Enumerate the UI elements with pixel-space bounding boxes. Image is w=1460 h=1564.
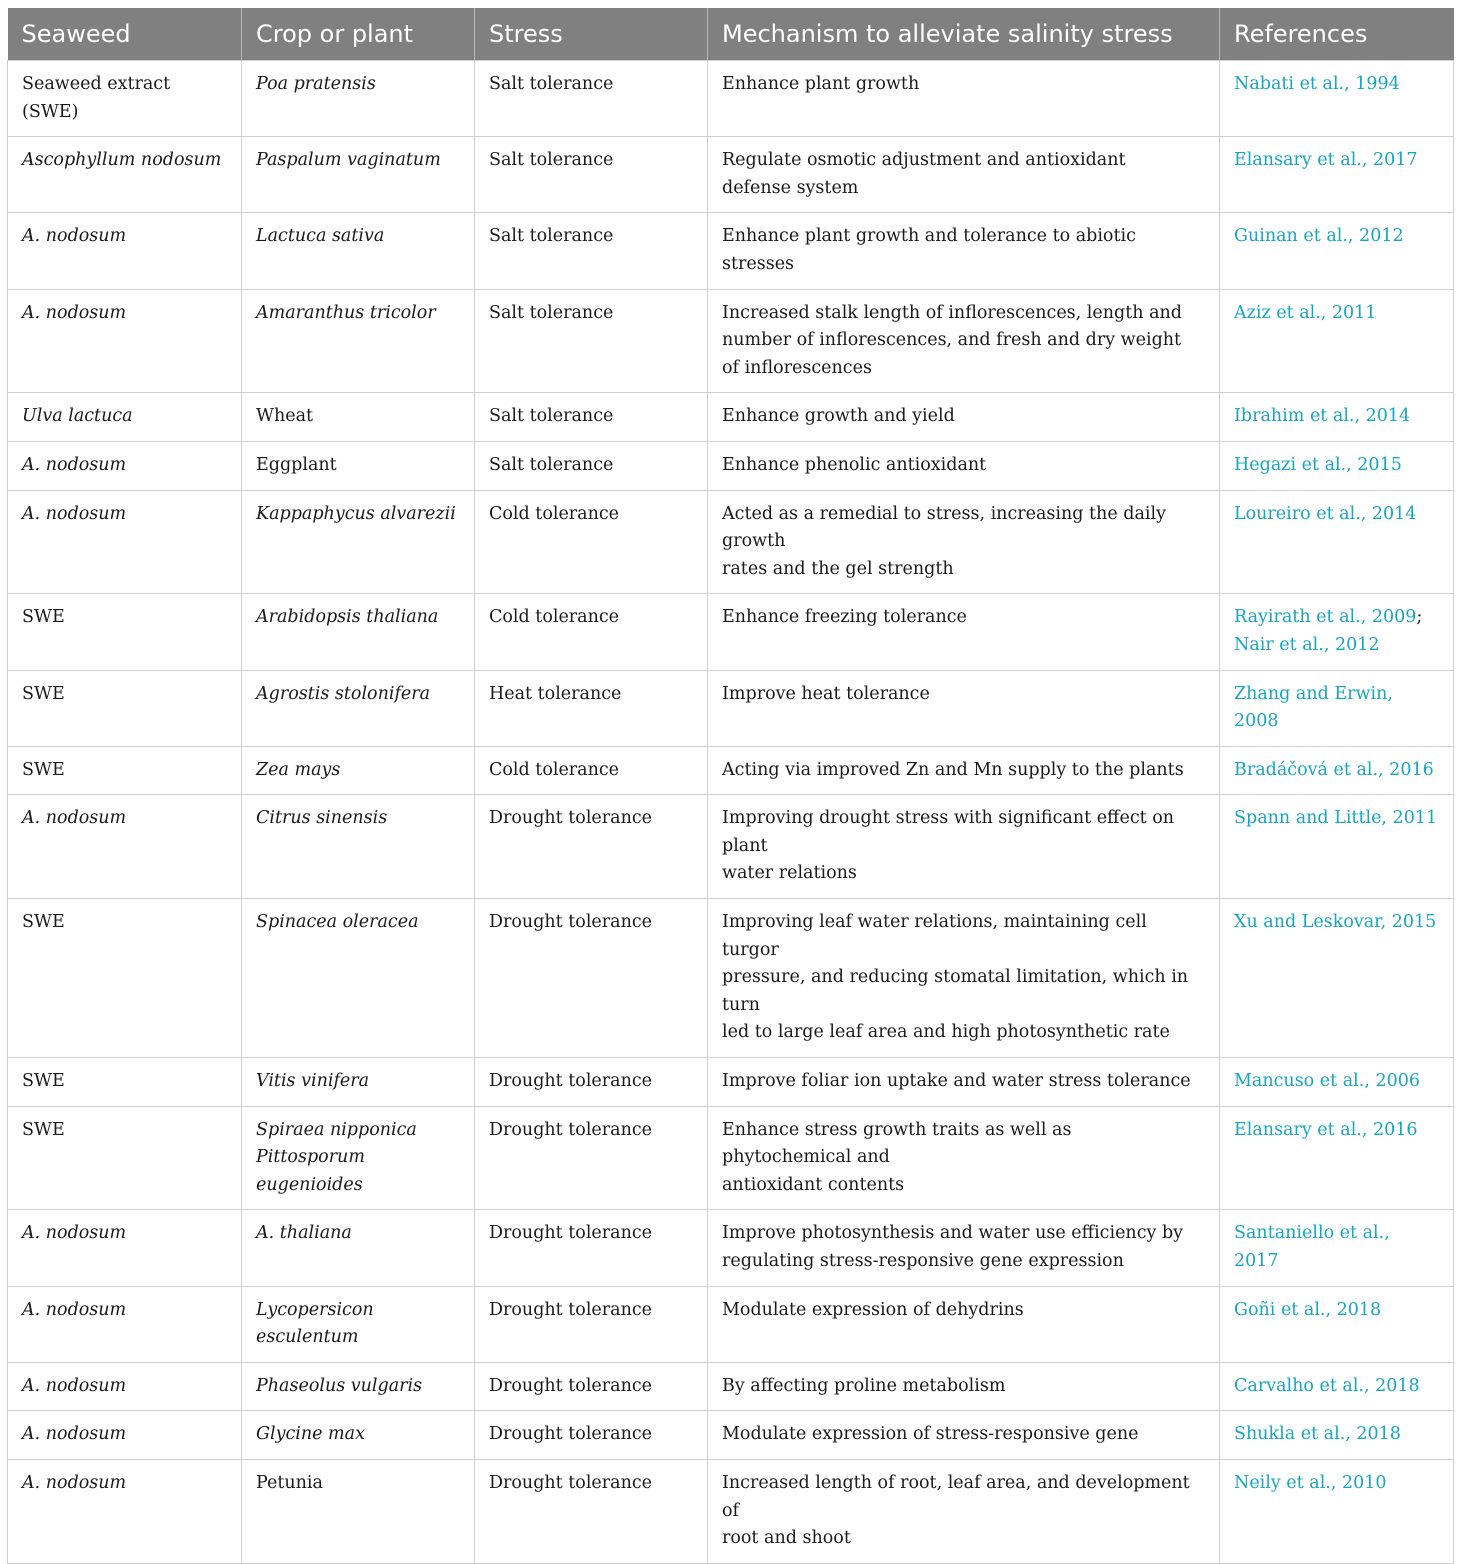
cell-seaweed: A. nodosum <box>8 213 242 289</box>
cell-stress: Cold tolerance <box>475 594 708 670</box>
cell-mechanism <box>708 490 1220 594</box>
cell-references <box>1220 137 1454 213</box>
cell-references <box>1220 795 1454 899</box>
cell-seaweed: Ascophyllum nodosum <box>8 137 242 213</box>
table-row <box>8 61 1454 137</box>
mechanism-line: Improving drought stress with significant effect on plant <box>722 808 1175 856</box>
table-row <box>8 289 1454 393</box>
cell-seaweed: A. nodosum <box>8 1459 242 1563</box>
cell-crop: Petunia <box>242 1459 475 1563</box>
table-row <box>8 1362 1454 1411</box>
header-mechanism: Mechanism to alleviate salinity stress <box>708 8 1220 61</box>
reference-link[interactable]: Ibrahim et al., 2014 <box>1234 406 1411 427</box>
cell-stress: Drought tolerance <box>475 1210 708 1286</box>
cell-crop: Paspalum vaginatum <box>242 137 475 213</box>
cell-stress: Heat tolerance <box>475 670 708 746</box>
cell-seaweed: Ulva lactuca <box>8 393 242 442</box>
cell-stress: Salt tolerance <box>475 393 708 442</box>
reference-link[interactable]: Goñi et al., 2018 <box>1234 1299 1382 1320</box>
cell-mechanism <box>708 137 1220 213</box>
cell-mechanism <box>708 899 1220 1058</box>
cell-seaweed: SWE <box>8 594 242 670</box>
cell-mechanism: Acting via improved Zn and Mn supply to the plants <box>708 746 1220 795</box>
table-row <box>8 1411 1454 1460</box>
table-row <box>8 746 1454 795</box>
cell-stress: Drought tolerance <box>475 1058 708 1107</box>
table-row <box>8 137 1454 213</box>
table-row <box>8 1286 1454 1362</box>
reference-link[interactable]: Neily et al., 2010 <box>1234 1472 1387 1493</box>
mechanism-line: Increased stalk length of inflorescences, length and <box>722 302 1182 323</box>
header-references: References <box>1220 8 1454 61</box>
cell-stress: Drought tolerance <box>475 1411 708 1460</box>
cell-references <box>1220 1210 1454 1286</box>
cell-seaweed: Seaweed extract (SWE) <box>8 61 242 137</box>
cell-mechanism <box>708 795 1220 899</box>
table-row <box>8 1106 1454 1210</box>
reference-separator: ; <box>1416 607 1423 628</box>
reference-link[interactable]: Xu and Leskovar, 2015 <box>1234 912 1437 933</box>
header-stress: Stress <box>475 8 708 61</box>
crop-line: Spiraea nipponica <box>256 1119 417 1140</box>
cell-references <box>1220 213 1454 289</box>
table-row <box>8 213 1454 289</box>
cell-references <box>1220 594 1454 670</box>
cell-seaweed: SWE <box>8 1058 242 1107</box>
table-body <box>8 61 1454 1564</box>
cell-mechanism: Enhance plant growth <box>708 61 1220 137</box>
mechanism-line: of inflorescences <box>722 357 872 378</box>
seaweed-stress-table-container <box>7 8 1453 1564</box>
mechanism-line: Improving leaf water relations, maintaining cell turgor <box>722 912 1147 960</box>
cell-references <box>1220 670 1454 746</box>
cell-references <box>1220 1411 1454 1460</box>
cell-mechanism <box>708 1106 1220 1210</box>
cell-seaweed: SWE <box>8 670 242 746</box>
cell-references <box>1220 441 1454 490</box>
cell-crop: Kappaphycus alvarezii <box>242 490 475 594</box>
mechanism-line: led to large leaf area and high photosynthetic rate <box>722 1022 1170 1043</box>
mechanism-line: pressure, and reducing stomatal limitation, which in turn <box>722 967 1189 1015</box>
cell-seaweed: A. nodosum <box>8 795 242 899</box>
mechanism-line: Increased length of root, leaf area, and development of <box>722 1472 1190 1521</box>
reference-link[interactable]: Santaniello et al., 2017 <box>1234 1223 1390 1271</box>
cell-stress: Salt tolerance <box>475 137 708 213</box>
cell-stress: Drought tolerance <box>475 795 708 899</box>
cell-seaweed: A. nodosum <box>8 289 242 393</box>
cell-seaweed: A. nodosum <box>8 490 242 594</box>
cell-references <box>1220 1459 1454 1563</box>
reference-link[interactable]: Nair et al., 2012 <box>1234 634 1380 655</box>
cell-references <box>1220 746 1454 795</box>
cell-mechanism <box>708 1459 1220 1563</box>
cell-references <box>1220 1058 1454 1107</box>
cell-crop: Vitis vinifera <box>242 1058 475 1107</box>
cell-stress: Drought tolerance <box>475 899 708 1058</box>
cell-crop: Arabidopsis thaliana <box>242 594 475 670</box>
table-row <box>8 594 1454 670</box>
cell-references <box>1220 1286 1454 1362</box>
cell-seaweed: A. nodosum <box>8 441 242 490</box>
cell-references <box>1220 289 1454 393</box>
cell-crop <box>242 1106 475 1210</box>
mechanism-line: rates and the gel strength <box>722 558 954 579</box>
reference-link[interactable]: Hegazi et al., 2015 <box>1234 454 1402 475</box>
reference-link[interactable]: Rayirath et al., 2009 <box>1234 607 1417 628</box>
cell-seaweed: A. nodosum <box>8 1286 242 1362</box>
cell-crop: Glycine max <box>242 1411 475 1460</box>
cell-mechanism: By affecting proline metabolism <box>708 1362 1220 1411</box>
cell-crop: Spinacea oleracea <box>242 899 475 1058</box>
cell-mechanism: Modulate expression of stress-responsive gene <box>708 1411 1220 1460</box>
header-crop: Crop or plant <box>242 8 475 61</box>
cell-crop: Agrostis stolonifera <box>242 670 475 746</box>
crop-line: Pittosporum eugenioides <box>256 1147 365 1195</box>
cell-mechanism: Enhance phenolic antioxidant <box>708 441 1220 490</box>
cell-stress: Drought tolerance <box>475 1286 708 1362</box>
table-row <box>8 1459 1454 1563</box>
table-row <box>8 1210 1454 1286</box>
cell-mechanism: Modulate expression of dehydrins <box>708 1286 1220 1362</box>
cell-mechanism <box>708 1210 1220 1286</box>
reference-link[interactable]: Mancuso et al., 2006 <box>1234 1071 1420 1092</box>
cell-seaweed: SWE <box>8 899 242 1058</box>
cell-references <box>1220 899 1454 1058</box>
cell-stress: Cold tolerance <box>475 490 708 594</box>
mechanism-line: water relations <box>722 863 857 884</box>
reference-link[interactable]: Zhang and Erwin, 2008 <box>1234 683 1393 732</box>
mechanism-line: Improve photosynthesis and water use efficiency by <box>722 1223 1184 1244</box>
reference-link[interactable]: Aziz et al., 2011 <box>1234 302 1377 323</box>
reference-link[interactable]: Guinan et al., 2012 <box>1234 226 1404 247</box>
mechanism-line: Enhance stress growth traits as well as phytochemical and <box>722 1119 1072 1168</box>
cell-stress: Drought tolerance <box>475 1106 708 1210</box>
cell-seaweed: SWE <box>8 1106 242 1210</box>
table-row <box>8 670 1454 746</box>
table-row <box>8 1058 1454 1107</box>
table-row <box>8 899 1454 1058</box>
mechanism-line: antioxidant contents <box>722 1174 905 1195</box>
table-row <box>8 441 1454 490</box>
cell-mechanism: Enhance plant growth and tolerance to abiotic stresses <box>708 213 1220 289</box>
mechanism-line: regulating stress-responsive gene expression <box>722 1251 1124 1271</box>
table-row <box>8 490 1454 594</box>
cell-seaweed: A. nodosum <box>8 1210 242 1286</box>
reference-link[interactable]: Elansary et al., 2017 <box>1234 150 1418 171</box>
cell-mechanism: Improve foliar ion uptake and water stress tolerance <box>708 1058 1220 1107</box>
cell-stress: Salt tolerance <box>475 213 708 289</box>
cell-crop: Zea mays <box>242 746 475 795</box>
cell-mechanism <box>708 289 1220 393</box>
cell-seaweed: A. nodosum <box>8 1411 242 1460</box>
cell-references <box>1220 490 1454 594</box>
reference-link[interactable]: Loureiro et al., 2014 <box>1234 503 1417 524</box>
cell-crop: Wheat <box>242 393 475 442</box>
table-header <box>8 8 1454 61</box>
reference-link[interactable]: Spann and Little, 2011 <box>1234 808 1438 829</box>
seaweed-stress-table <box>7 8 1454 1564</box>
cell-seaweed: A. nodosum <box>8 1362 242 1411</box>
cell-mechanism: Improve heat tolerance <box>708 670 1220 746</box>
reference-link[interactable]: Carvalho et al., 2018 <box>1234 1375 1420 1396</box>
cell-crop: Lycopersicon esculentum <box>242 1286 475 1362</box>
reference-link[interactable]: Shukla et al., 2018 <box>1234 1424 1401 1445</box>
mechanism-line: Regulate osmotic adjustment and antioxidant <box>722 150 1126 171</box>
cell-stress: Salt tolerance <box>475 61 708 137</box>
mechanism-line: defense system <box>722 177 859 198</box>
cell-references <box>1220 1106 1454 1210</box>
table-row <box>8 393 1454 442</box>
cell-references <box>1220 1362 1454 1411</box>
cell-crop: Amaranthus tricolor <box>242 289 475 393</box>
cell-stress: Salt tolerance <box>475 289 708 393</box>
cell-crop: Lactuca sativa <box>242 213 475 289</box>
cell-stress: Drought tolerance <box>475 1362 708 1411</box>
cell-stress: Salt tolerance <box>475 441 708 490</box>
cell-mechanism: Enhance growth and yield <box>708 393 1220 442</box>
reference-link[interactable]: Nabati et al., 1994 <box>1234 74 1400 94</box>
reference-link[interactable]: Elansary et al., 2016 <box>1234 1119 1418 1140</box>
mechanism-line: root and shoot <box>722 1528 851 1549</box>
cell-crop: Phaseolus vulgaris <box>242 1362 475 1411</box>
cell-crop: Citrus sinensis <box>242 795 475 899</box>
cell-crop: Poa pratensis <box>242 61 475 137</box>
cell-seaweed: SWE <box>8 746 242 795</box>
cell-stress: Drought tolerance <box>475 1459 708 1563</box>
cell-crop: A. thaliana <box>242 1210 475 1286</box>
cell-crop: Eggplant <box>242 441 475 490</box>
mechanism-line: number of inflorescences, and fresh and dry weight <box>722 330 1182 351</box>
mechanism-line: Acted as a remedial to stress, increasing the daily growth <box>722 503 1166 552</box>
reference-link[interactable]: Bradáčová et al., 2016 <box>1234 759 1434 780</box>
cell-references <box>1220 393 1454 442</box>
cell-stress: Cold tolerance <box>475 746 708 795</box>
header-row <box>8 8 1454 61</box>
table-row <box>8 795 1454 899</box>
cell-mechanism: Enhance freezing tolerance <box>708 594 1220 670</box>
header-seaweed: Seaweed <box>8 8 242 61</box>
cell-references <box>1220 61 1454 137</box>
